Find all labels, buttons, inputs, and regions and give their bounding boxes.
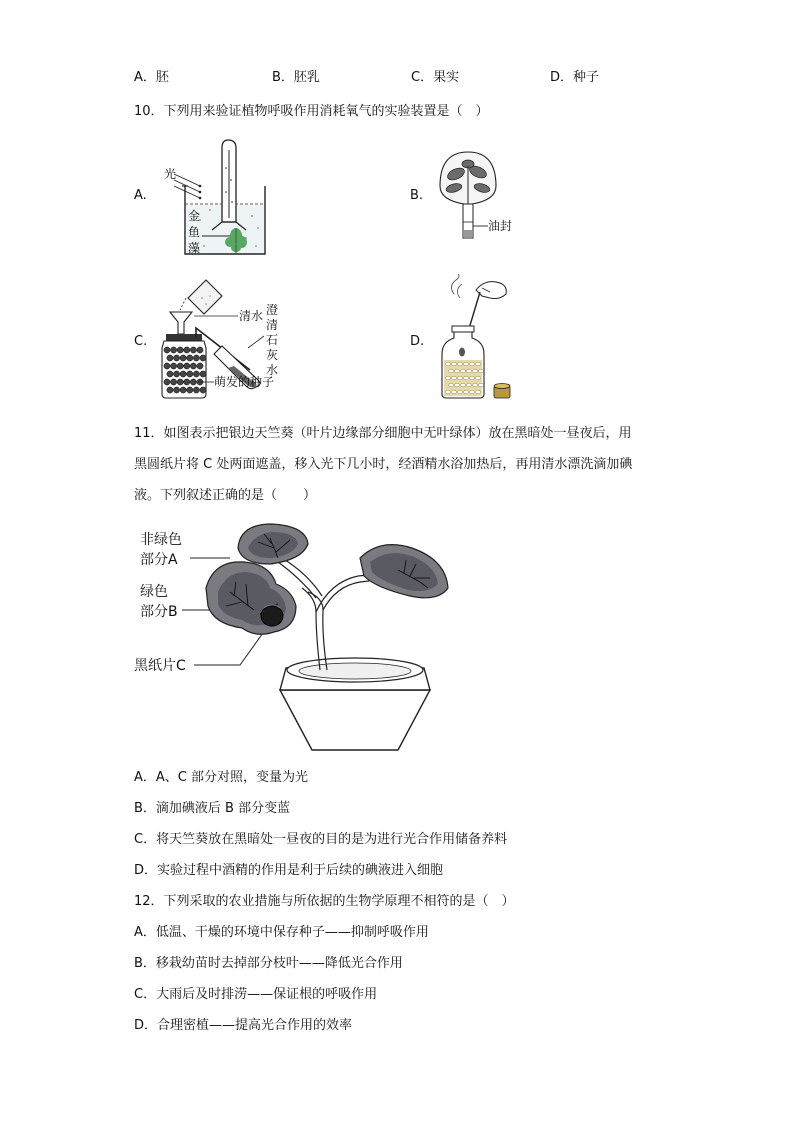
q11-stem-line1: 11．如图表示把银边天竺葵（叶片边缘部分细胞中无叶绿体）放在黑暗处一昼夜后，用 [134, 426, 632, 441]
q12-stem: 12．下列采取的农业措施与所依据的生物学原理不相符的是（ ） [134, 894, 515, 909]
q10-figure-c [158, 276, 288, 400]
q11-option-b: B．滴加碘液后 B 部分变蓝 [134, 801, 291, 816]
fig-a-light-label: 光 [164, 167, 177, 181]
fig-c-lime-label-1: 澄 [266, 303, 279, 317]
q10-stem: 10．下列用来验证植物呼吸作用消耗氧气的实验装置是（ ） [134, 104, 489, 119]
fig-c-seeds-label: 萌发的种子 [214, 375, 275, 389]
q10-figure-a [160, 138, 270, 258]
q10-label-d: D. [410, 334, 425, 349]
q11-option-a: A．A、C 部分对照，变量为光 [134, 770, 308, 785]
label-a-line1: 非绿色 [140, 532, 182, 548]
fig-b-oil-label: 油封 [488, 219, 513, 233]
q11-option-d: D．实验过程中酒精的作用是利于后续的碘液进入细胞 [134, 863, 444, 878]
label-b-line1: 绿色 [140, 584, 168, 600]
q9-option-a: A．胚 [134, 70, 169, 85]
q12-option-a: A．低温、干燥的环境中保存种子——抑制呼吸作用 [134, 925, 429, 940]
q12-option-d: D．合理密植——提高光合作用的效率 [134, 1018, 353, 1033]
fig-a-alga-label-3: 藻 [188, 241, 201, 255]
fig-c-lime-label-2: 清 [266, 318, 279, 332]
q9-options [0, 66, 794, 86]
q11-figure-geranium [130, 518, 470, 754]
q12-option-b: B．移栽幼苗时去掉部分枝叶——降低光合作用 [134, 956, 403, 971]
q10-figure-d [440, 274, 520, 402]
fig-c-water-label: 清水 [239, 309, 264, 323]
label-c: 黑纸片C [134, 658, 186, 674]
q11-stem-line2: 黑圆纸片将 C 处两面遮盖，移入光下几小时，经酒精水浴加热后，再用清水漂洗滴加碘 [134, 457, 633, 472]
q9-option-d: D．种子 [550, 70, 600, 85]
q10-label-b: B. [410, 188, 424, 203]
q10-label-a: A. [134, 188, 147, 203]
label-b-line2: 部分B [140, 604, 178, 620]
q9-option-c: C．果实 [411, 70, 460, 85]
fig-c-lime-label-3: 石 [266, 333, 279, 347]
q11-option-c: C．将天竺葵放在黑暗处一昼夜的目的是为进行光合作用储备养料 [134, 832, 508, 847]
q12-option-c: C．大雨后及时排涝——保证根的呼吸作用 [134, 987, 378, 1002]
fig-a-alga-label-1: 金 [188, 209, 201, 223]
q10-label-c: C. [134, 334, 148, 349]
q9-option-b: B．胚乳 [272, 70, 320, 85]
fig-c-lime-label-4: 灰 [266, 348, 279, 362]
q11-stem-line3: 液。下列叙述正确的是（ ） [134, 488, 317, 503]
label-a-line2: 部分A [140, 552, 178, 568]
fig-a-alga-label-2: 鱼 [188, 225, 201, 239]
q10-figure-b [430, 148, 530, 248]
fig-c-lime-label-5: 水 [266, 363, 279, 377]
